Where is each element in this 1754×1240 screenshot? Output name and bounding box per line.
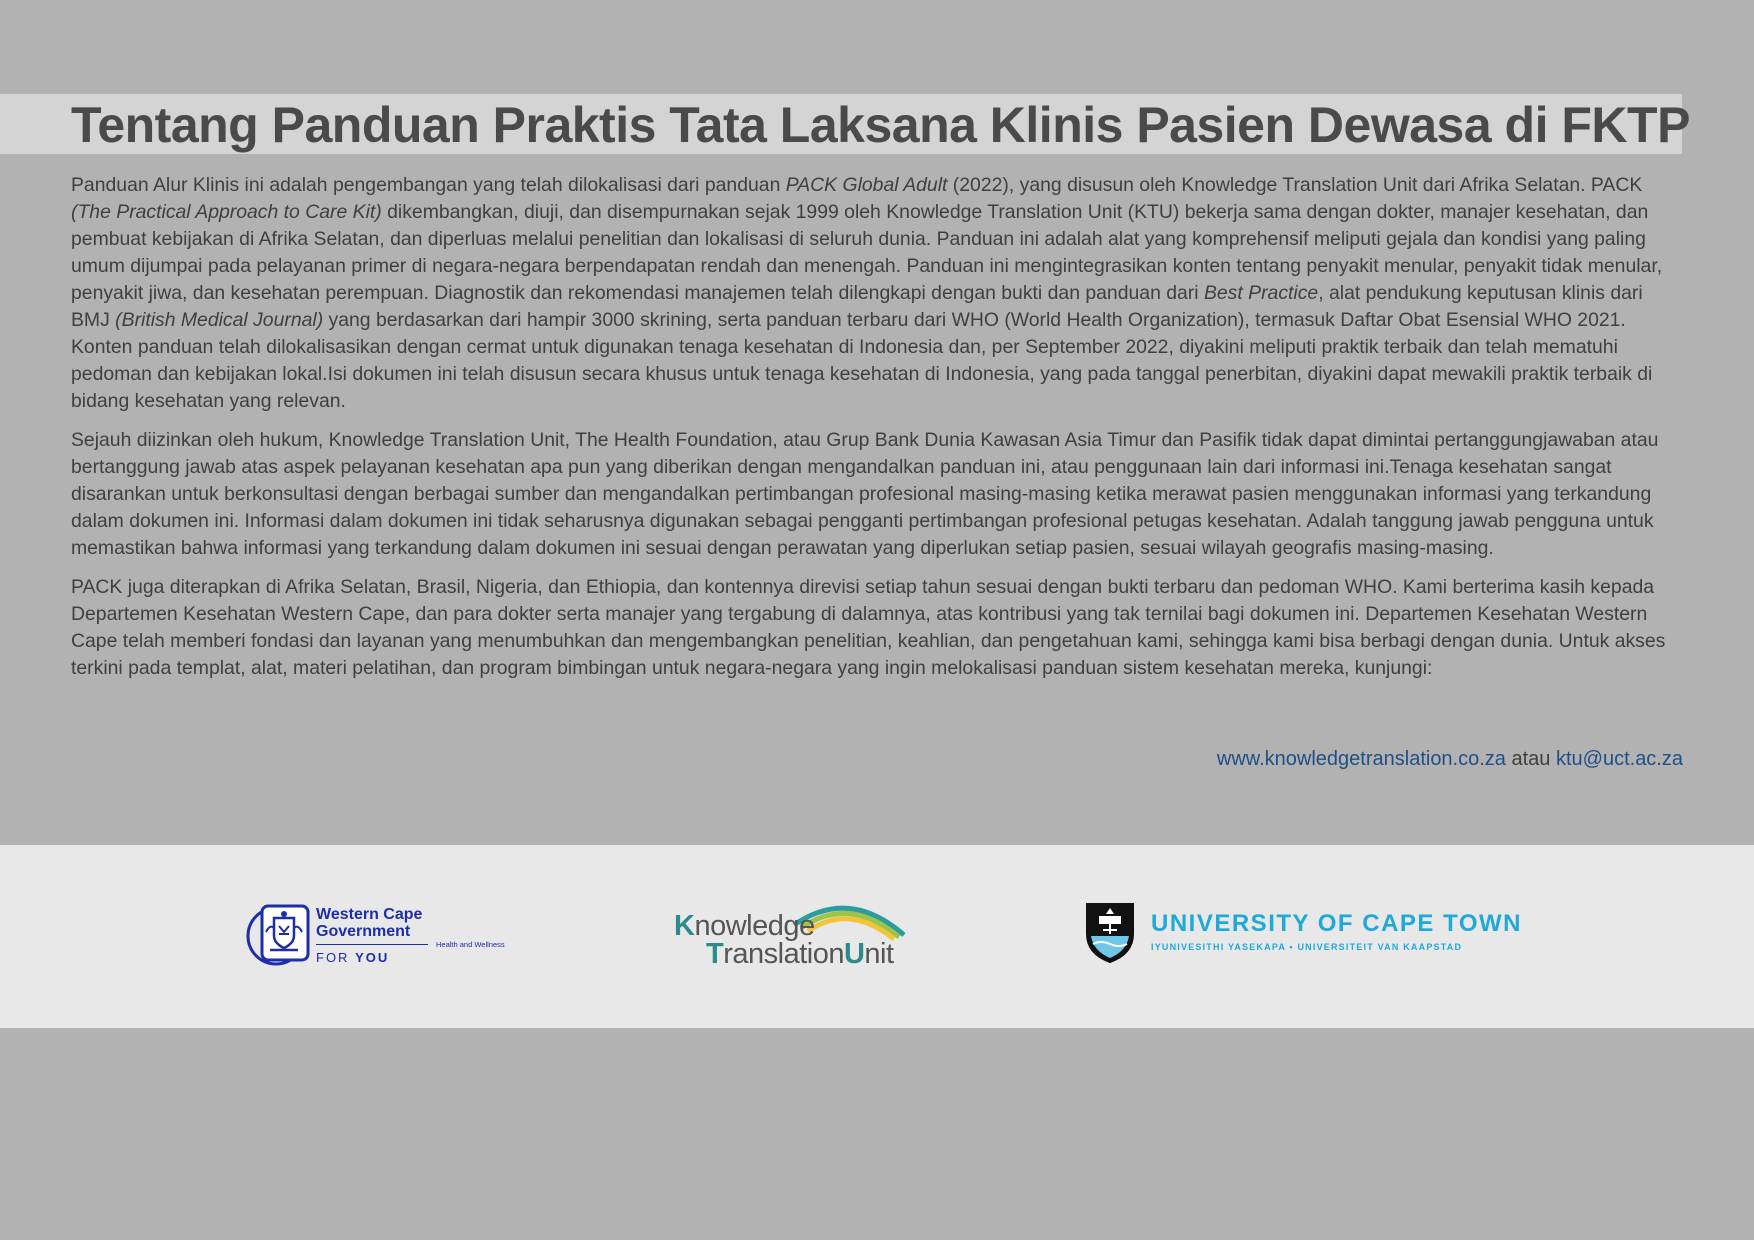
ktu-nowledge: nowledge	[694, 910, 815, 942]
wcg-name-line2: Government	[316, 923, 411, 940]
wcg-for: FOR	[316, 950, 350, 965]
text-run: yang berdasarkan dari hampir 3000 skrining, serta panduan terbaru dari WHO (World Health Organization), termasuk Daftar Obat Esensial WHO 2021. Konten panduan telah dilokalisasikan dengan cermat untuk digunakan tenaga kesehatan di Indonesia dan, per September 2022, diyakini meliputi praktik terbaik dan telah mematuhi pedoman dan kebijakan lokal.Isi dokumen ini telah disusun secara khusus untuk tenaga kesehatan di Indonesia, yang pada tanggal penerbitan, diyakini dapat mewakili praktik terbaik di bidang kesehatan yang relevan.	[71, 309, 1653, 412]
paragraph-acknowledgement: PACK juga diterapkan di Afrika Selatan, Brasil, Nigeria, dan Ethiopia, dan kontennya direvisi setiap tahun sesuai dengan bukti terbaru dan pedoman WHO. Kami berterima kasih kepada Departemen Kesehatan Western Cape, dan para dokter serta manajer yang tergabung di dalamnya, atas kontribusi yang tak ternilai bagi dokumen ini. Departemen Kesehatan Western Cape telah memberi fondasi dan layanan yang menumbuhkan dan mengembangkan penelitian, keahlian, dan pengetahuan kami, sehingga kami bisa berbagi dengan dunia. Untuk akses terkini pada templat, alat, materi pelatihan, dan program bimbingan untuk negara-negara yang ingin melokalisasi panduan sistem kesehatan mereka, kunjungi:	[71, 576, 1666, 679]
text-run: dikembangkan, diuji, dan disempurnakan sejak 1999 oleh Knowledge Translation Unit (KTU) bekerja sama dengan dokter, manajer kesehatan, dan pembuat kebijakan di Afrika Selatan, dan diperluas melalui penelitian dan lokalisasi di seluruh dunia. Panduan ini adalah alat yang komprehensif meliputi gejala dan kondisi yang paling umum dijumpai pada pelayanan primer di negara-negara berpendapatan rendah dan menengah. Panduan ini mengintegrasikan konten tentang penyakit menular, penyakit tidak menular, penyakit jiwa, dan kesehatan perempuan. Diagnostik dan rekomendasi manajemen telah dilengkapi dengan bukti dan panduan dari	[71, 201, 1663, 304]
western-cape-government-logo	[246, 902, 516, 966]
wcg-name	[316, 906, 422, 940]
text-run: Panduan Alur Klinis ini adalah pengembangan yang telah dilokalisasi dari panduan	[71, 174, 786, 196]
page-title: Tentang Panduan Praktis Tata Laksana Klinis Pasien Dewasa di FKTP	[71, 97, 1690, 153]
uct-crest-icon	[1085, 902, 1135, 964]
wcg-for-you	[316, 950, 389, 965]
paragraph-disclaimer: Sejauh diizinkan oleh hukum, Knowledge Translation Unit, The Health Foundation, atau Grup Bank Dunia Kawasan Asia Timur dan Pasifik tidak dapat dimintai pertanggungjawaban atau bertanggung jawab atas aspek pelayanan kesehatan apa pun yang diberikan dengan mengandalkan panduan ini, atau penggunaan lain dari informasi ini.Tenaga kesehatan sangat disarankan untuk berkonsultasi dengan berbagai sumber dan mengandalkan pertimbangan profesional masing-masing ketika merawat pasien menggunakan informasi yang terkandung dalam dokumen ini. Informasi dalam dokumen ini tidak seharusnya digunakan sebagai pengganti pertimbangan profesional petugas kesehatan. Adalah tanggung jawab pengguna untuk memastikan bahwa informasi yang terkandung dalam dokumen ini sesuai dengan perawatan yang diperlukan setiap pasien, sesuai wilayah geografis masing-masing.	[71, 429, 1659, 559]
uct-subtitle: IYUNIVESITHI YASEKAPA • UNIVERSITEIT VAN KAAPSTAD	[1151, 942, 1463, 952]
italic-run: (The Practical Approach to Care Kit)	[71, 201, 382, 223]
ktu-u: U	[843, 938, 865, 970]
italic-run: (British Medical Journal)	[115, 309, 324, 331]
text-run: (2022), yang disusun oleh Knowledge Translation Unit dari Afrika Selatan. PACK	[947, 174, 1643, 196]
body-content	[71, 172, 1683, 694]
ktu-ranslation: ranslation	[723, 938, 844, 970]
italic-run: PACK Global Adult	[785, 174, 948, 196]
text-run: , alat pendukung keputusan klinis dari BMJ	[71, 282, 1643, 331]
knowledge-translation-unit-logo	[674, 895, 924, 975]
university-of-cape-town-logo	[1085, 902, 1522, 966]
wcg-name-line1: Western Cape	[316, 906, 423, 923]
ktu-nit: nit	[864, 938, 894, 970]
ktu-t: T	[706, 938, 724, 970]
contact-line	[1217, 748, 1683, 771]
ktu-line2	[706, 939, 894, 969]
website-link[interactable]: www.knowledgetranslation.co.za	[1216, 748, 1506, 770]
ktu-k: K	[674, 910, 695, 942]
ktu-line1	[674, 911, 815, 941]
uct-name: UNIVERSITY OF CAPE TOWN	[1151, 910, 1522, 937]
wcg-you: YOU	[355, 950, 390, 965]
italic-run: Best Practice	[1203, 282, 1319, 304]
contact-separator: atau	[1505, 748, 1556, 770]
wcg-tagline: Health and Wellness	[436, 940, 505, 949]
paragraph-about	[71, 172, 1683, 415]
email-link[interactable]: ktu@uct.ac.za	[1555, 748, 1683, 770]
coat-of-arms-icon	[246, 902, 310, 966]
wcg-divider	[316, 944, 428, 945]
